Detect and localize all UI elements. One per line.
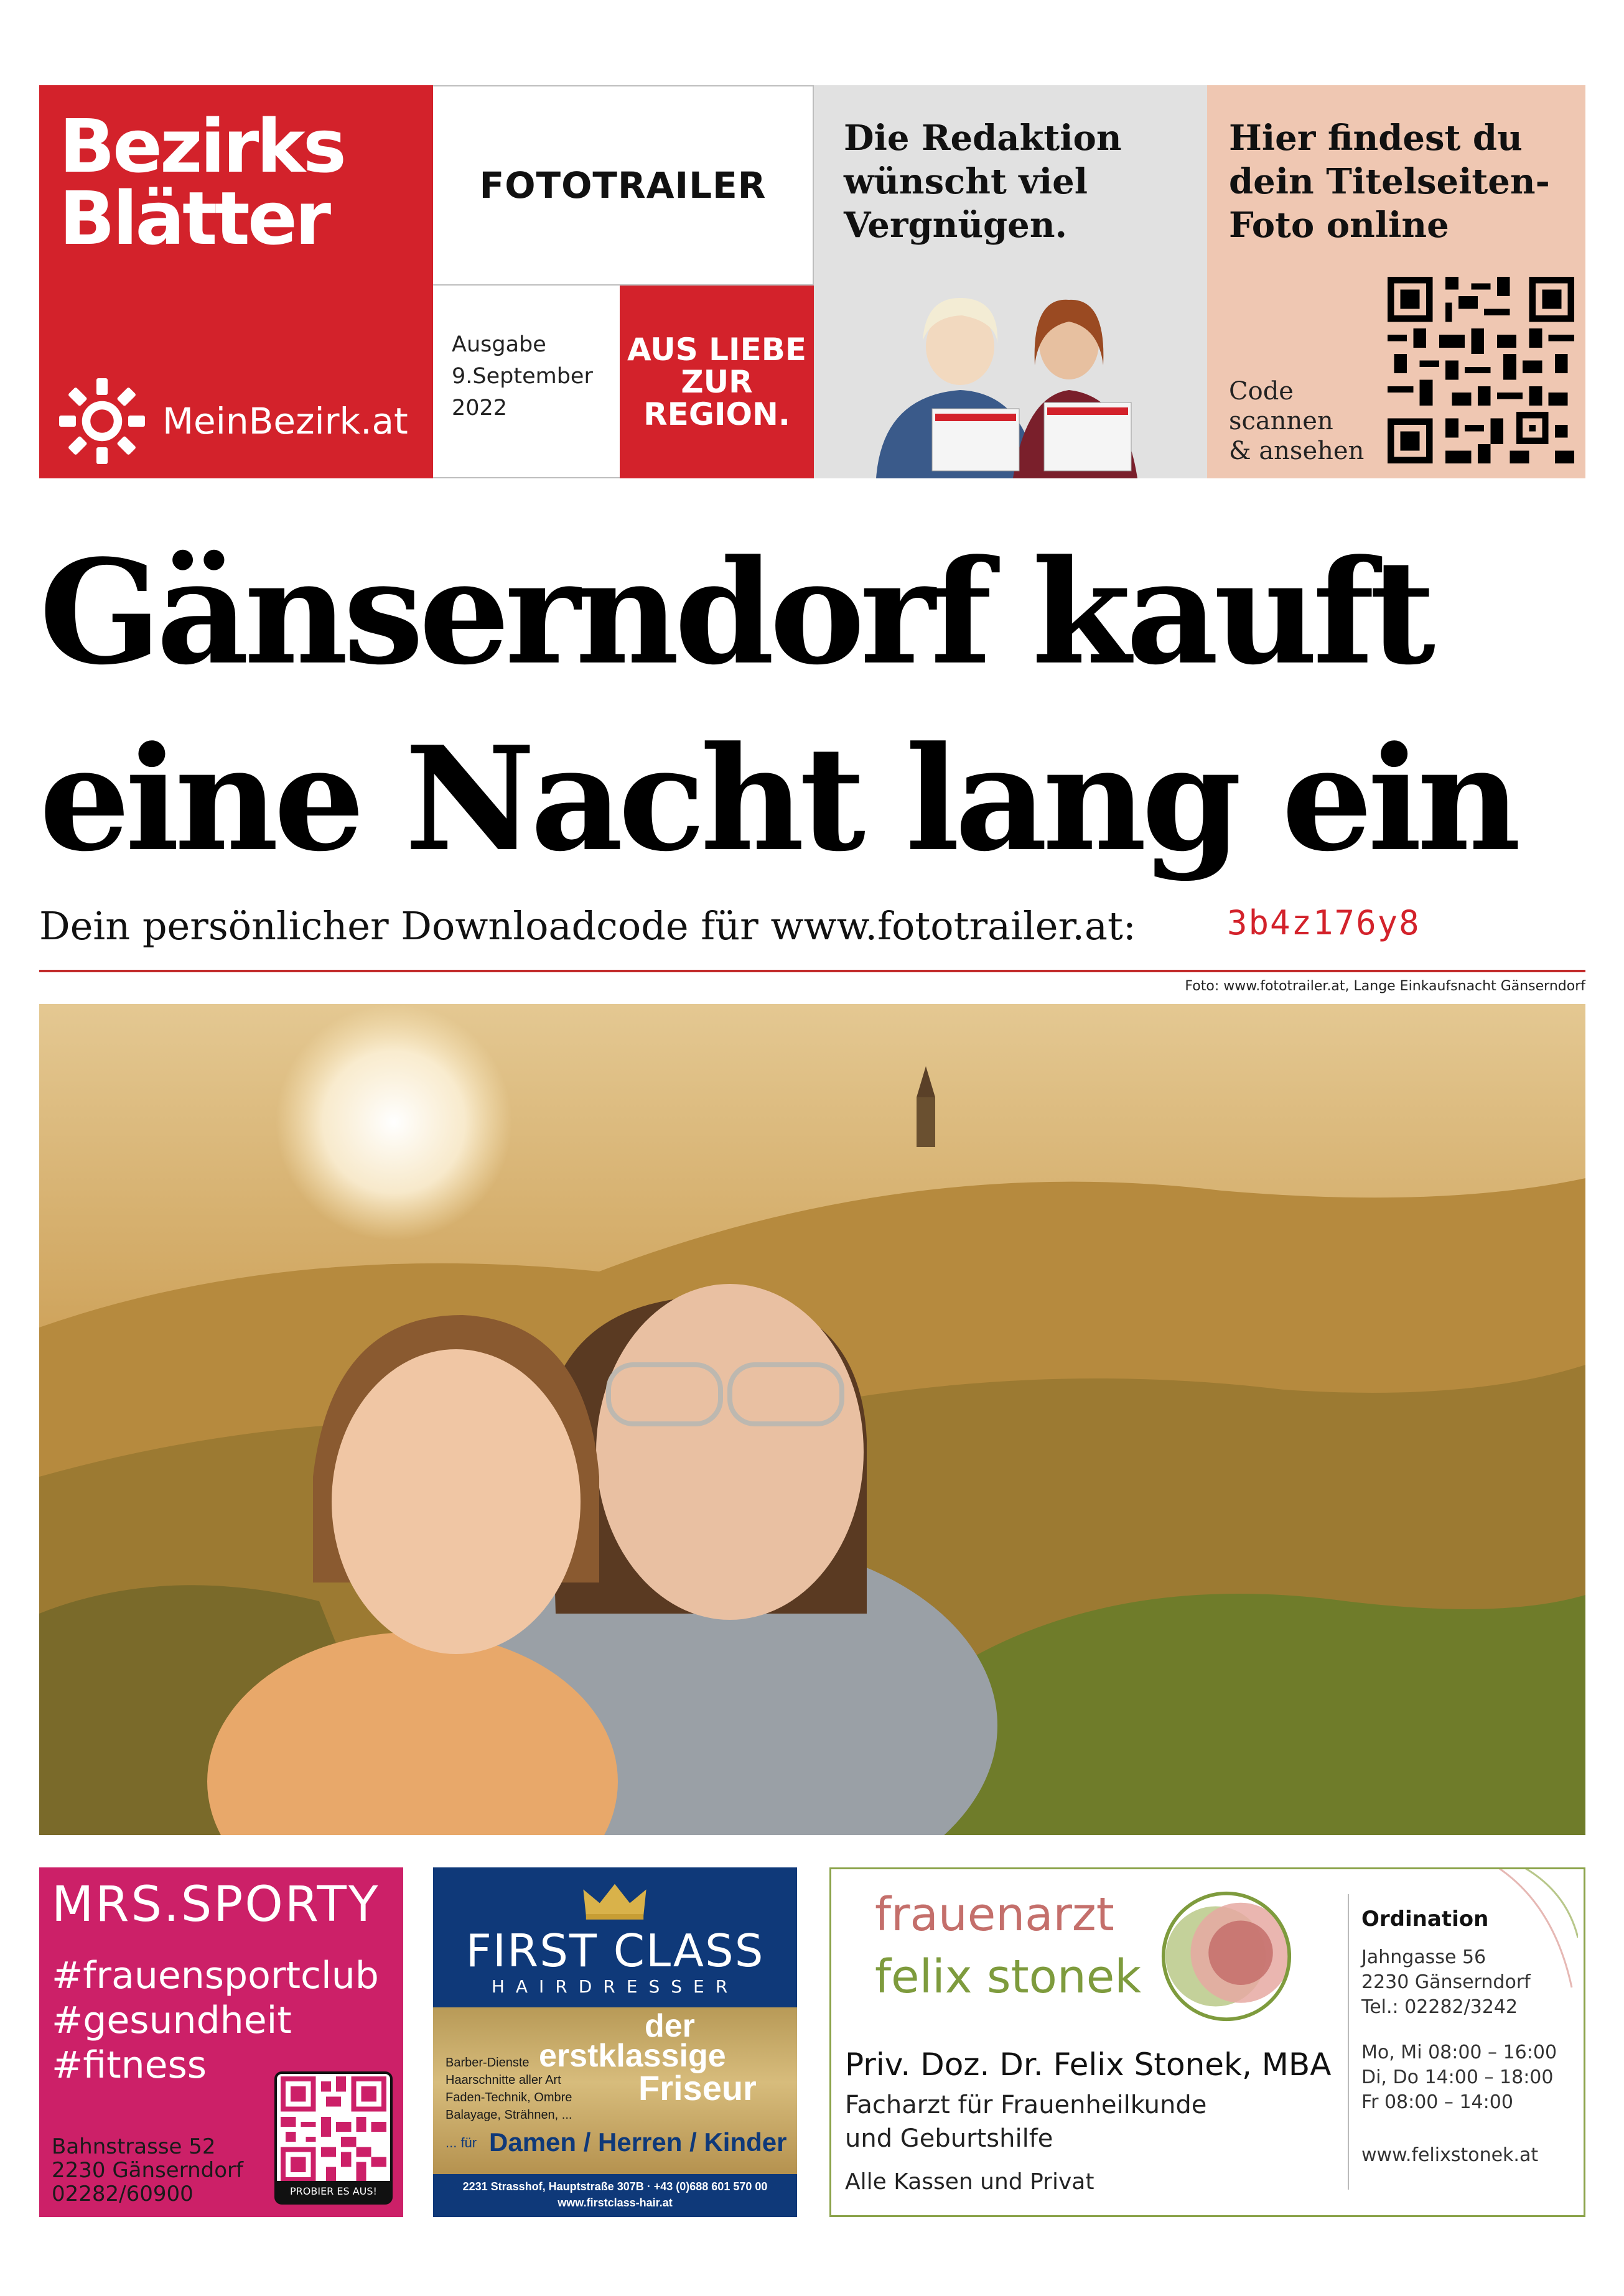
redaktion-line-3: Vergnügen. xyxy=(844,205,1068,246)
cover-photo-image xyxy=(39,1004,1585,1835)
headline-line-2: eine Nacht lang ein xyxy=(39,715,1516,883)
service-4: Balayage, Strähnen, ... xyxy=(446,2108,572,2122)
service-3: Faden-Technik, Ombre xyxy=(446,2091,572,2104)
stonek-circles-logo-icon xyxy=(1155,1885,1298,2028)
ad-firstclass-address: 2231 Strasshof, Hauptstraße 307B · +43 (0)688 601 570 00 xyxy=(462,2180,768,2193)
titel-line-3: Foto online xyxy=(1229,205,1449,246)
ad-firstclass-targets: Damen / Herren / Kinder xyxy=(489,2127,787,2157)
ad-sporty-city: 2230 Gänserndorf xyxy=(52,2158,243,2183)
download-text: Dein persönlicher Downloadcode für www.fototrailer.at: xyxy=(39,903,1136,949)
slogan-box xyxy=(620,286,814,478)
brand-line-1: Bezirks xyxy=(59,103,345,189)
ad-firstclass-fuer: ... für xyxy=(446,2135,477,2150)
ad-mrs-sporty[interactable] xyxy=(39,1867,403,2217)
ad-sporty-phone: 02282/60900 xyxy=(52,2182,194,2206)
meinbezirk-link[interactable]: MeinBezirk.at xyxy=(162,400,408,442)
ad-frauenarzt-stonek[interactable] xyxy=(829,1867,1585,2217)
headline-line-1: Gänserndorf kauft xyxy=(39,529,1431,697)
ad-stonek-hours-1: Mo, Mi 08:00 – 16:00 xyxy=(1361,2042,1557,2063)
cover-photo xyxy=(39,1004,1585,1835)
titel-line-1: Hier findest du xyxy=(1229,118,1523,159)
ad-firstclass-services xyxy=(446,2054,572,2124)
specialty-line-2: und Geburtshilfe xyxy=(845,2124,1053,2153)
ad-stonek-word-name: felix stonek xyxy=(875,1950,1142,2004)
code-line-1: Code xyxy=(1229,377,1294,406)
ad-sporty-tag-1: #frauensportclub xyxy=(52,1954,379,1997)
ad-stonek-word-frauenarzt: frauenarzt xyxy=(875,1888,1114,1941)
ad-stonek-city: 2230 Gänserndorf xyxy=(1361,1971,1531,1993)
redaktion-box xyxy=(814,85,1207,478)
ad-sporty-qr-caption: PROBIER ES AUS! xyxy=(277,2181,390,2202)
ad-sporty-qr-icon xyxy=(281,2076,386,2182)
editors-photo xyxy=(814,272,1207,478)
ad-stonek-web[interactable]: www.felixstonek.at xyxy=(1361,2144,1539,2166)
redaktion-line-2: wünscht viel xyxy=(844,161,1088,202)
ad-firstclass-contact xyxy=(433,2178,797,2211)
ad-stonek-doctor-name: Priv. Doz. Dr. Felix Stonek, MBA xyxy=(845,2047,1332,2083)
download-code[interactable]: 3b4z176y8 xyxy=(1227,903,1421,942)
slogan-line-1: AUS LIEBE xyxy=(627,332,807,368)
titel-line-2: dein Titelseiten- xyxy=(1229,161,1550,202)
meinbezirk-sun-icon xyxy=(55,374,149,468)
issue-info xyxy=(433,286,620,478)
ad-first-class[interactable] xyxy=(433,1867,797,2217)
ad-stonek-street: Jahngasse 56 xyxy=(1361,1946,1486,1968)
qr-code-icon[interactable] xyxy=(1388,277,1574,463)
brand-line-2: Blätter xyxy=(59,175,329,261)
bezirksblaetter-logo-block xyxy=(39,85,433,478)
ad-sporty-tag-2: #gesundheit xyxy=(52,1999,292,2042)
ad-firstclass-der: der xyxy=(645,2008,695,2044)
meinbezirk-row xyxy=(55,374,408,468)
ad-stonek-hours-2: Di, Do 14:00 – 18:00 xyxy=(1361,2066,1554,2088)
ad-firstclass-title: FIRST CLASS xyxy=(465,1925,765,1977)
section-label-box xyxy=(433,85,814,286)
specialty-line-1: Facharzt für Frauenheilkunde xyxy=(845,2091,1207,2119)
ad-stonek-ordination-heading: Ordination xyxy=(1361,1907,1489,1931)
ad-stonek-insurance: Alle Kassen und Privat xyxy=(845,2169,1094,2195)
code-line-2: scannen xyxy=(1229,407,1333,435)
ad-firstclass-subtitle: HAIRDRESSER xyxy=(491,1976,739,1997)
section-label: FOTOTRAILER xyxy=(479,164,767,207)
ad-stonek-hours-3: Fr 08:00 – 14:00 xyxy=(1361,2091,1513,2113)
headline xyxy=(39,519,1589,893)
ad-firstclass-friseur: Friseur xyxy=(638,2068,757,2108)
ad-firstclass-web[interactable]: www.firstclass-hair.at xyxy=(558,2196,673,2209)
scan-instruction xyxy=(1229,376,1364,466)
brand-logo xyxy=(59,103,345,261)
issue-year: 2022 xyxy=(452,396,508,421)
issue-label: Ausgabe xyxy=(452,332,546,357)
divider-rule xyxy=(39,970,1585,972)
issue-date: 9.September xyxy=(452,364,593,389)
photo-credit: Foto: www.fototrailer.at, Lange Einkaufsnacht Gänserndorf xyxy=(1185,978,1585,994)
ad-stonek-divider xyxy=(1348,1894,1349,2190)
service-2: Haarschnitte aller Art xyxy=(446,2073,561,2087)
slogan-line-2: ZUR xyxy=(681,364,753,400)
ad-sporty-street: Bahnstrasse 52 xyxy=(52,2134,216,2159)
redaktion-line-1: Die Redaktion xyxy=(844,118,1122,159)
ad-sporty-qr[interactable] xyxy=(274,2071,393,2205)
redaktion-text xyxy=(844,116,1122,247)
slogan-line-3: REGION. xyxy=(643,396,790,432)
service-1: Barber-Dienste xyxy=(446,2056,530,2070)
titelfoto-text xyxy=(1229,116,1550,247)
ad-sporty-tag-3: #fitness xyxy=(52,2043,207,2087)
ad-sporty-title: MRS.SPORTY xyxy=(52,1877,380,1933)
code-line-3: & ansehen xyxy=(1229,437,1365,465)
ad-stonek-phone: Tel.: 02282/3242 xyxy=(1361,1996,1518,2018)
ad-stonek-specialty xyxy=(845,2088,1206,2155)
crown-icon xyxy=(581,1880,649,1921)
ad-firstclass-erstklassige: erstklassige xyxy=(539,2038,726,2074)
titelfoto-box xyxy=(1207,85,1585,478)
